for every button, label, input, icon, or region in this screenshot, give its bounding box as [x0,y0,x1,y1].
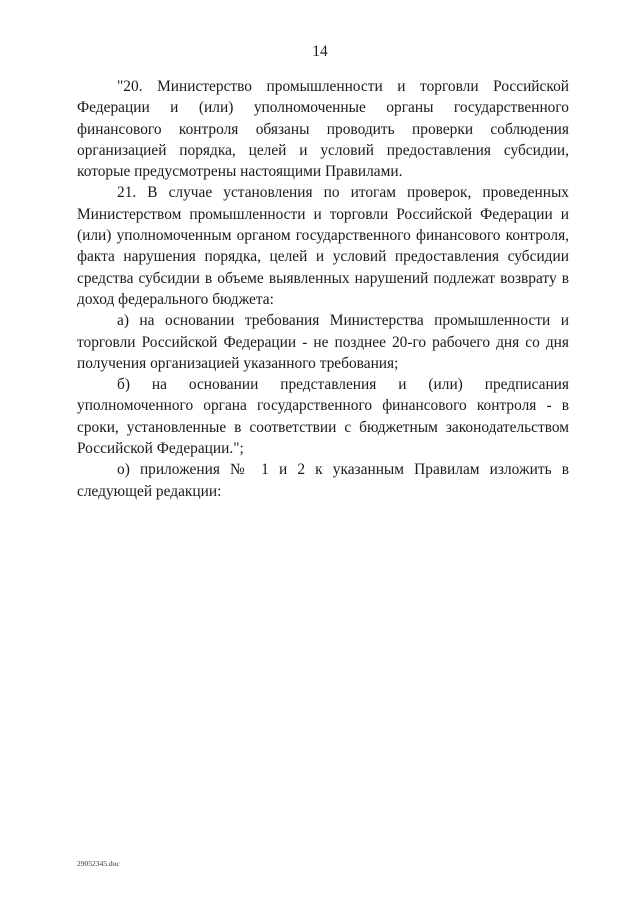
page-number: 14 [312,43,328,60]
paragraph-21: 21. В случае установления по итогам проверок, проведенных Министерством промышленности и торговли Российской Федерации и (или) уполномоченным органом государственного финансового контроля, факта нарушения порядка, целей и условий предоставления субсидии средства субсидии в объеме выявленных нарушений подлежат возврату в доход федерального бюджета: [77,184,569,308]
document-body [77,76,569,502]
footer-file-name: 29052345.doc [77,859,120,868]
paragraph-21-b: б) на основании представления и (или) предписания уполномоченного органа государственного финансового контроля - в сроки, установленные в соответствии с бюджетным законодательством Российской Федерации."; [77,376,569,458]
paragraph-20: "20. Министерство промышленности и торговли Российской Федерации и (или) уполномоченные органы государственного финансового контроля обязаны проводить проверки соблюдения организацией порядка, целей и условий предоставления субсидии, которые предусмотрены настоящими Правилами. [77,78,569,181]
paragraph-21-a: а) на основании требования Министерства промышленности и торговли Российской Федерации - не позднее 20-го рабочего дня со дня получения организацией указанного требования; [77,312,569,372]
paragraph-o: о) приложения № 1 и 2 к указанным Правилам изложить в следующей редакции: [77,461,569,500]
